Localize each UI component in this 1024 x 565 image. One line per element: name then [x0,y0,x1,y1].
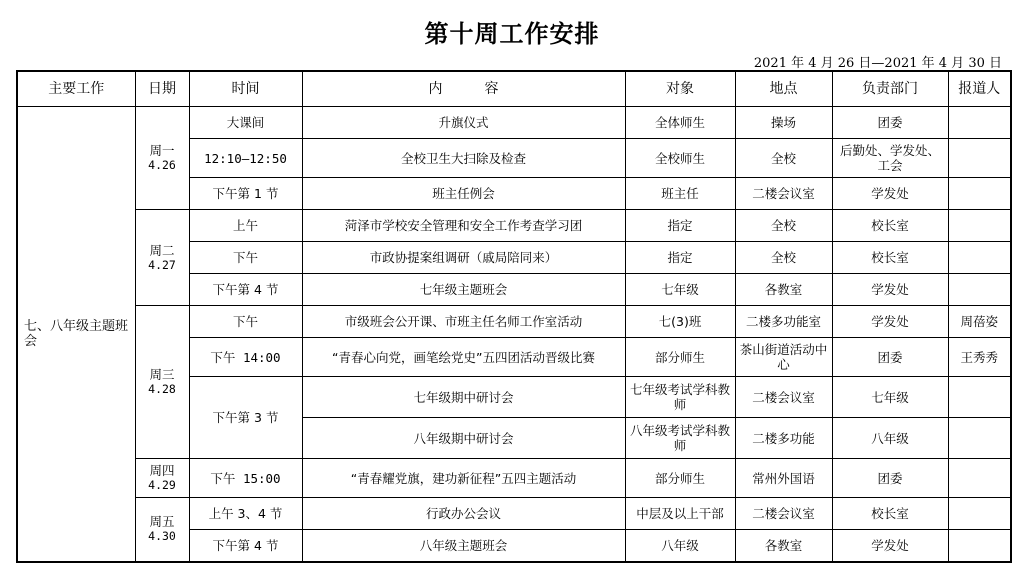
time-cell: 下午第 3 节 [189,377,302,459]
location-cell: 各教室 [735,274,832,306]
content-cell: 行政办公会议 [302,498,625,530]
target-cell: 指定 [625,210,735,242]
dept-cell: 学发处 [832,178,948,210]
header-date: 日期 [135,71,189,107]
location-cell: 常州外国语 [735,459,832,498]
time-cell: 上午 [189,210,302,242]
location-cell: 二楼会议室 [735,377,832,418]
location-cell: 茶山街道活动中心 [735,338,832,377]
header-reporter: 报道人 [948,71,1011,107]
day-cell-fri [135,498,189,562]
dept-cell: 团委 [832,459,948,498]
header-content: 内 容 [302,71,625,107]
main-work-text: 七、八年级主题班会 [24,318,129,349]
time-cell: 下午 [189,242,302,274]
location-cell: 全校 [735,139,832,178]
reporter-cell [948,107,1011,139]
location-cell: 二楼会议室 [735,498,832,530]
target-cell: 部分师生 [625,338,735,377]
target-cell: 八年级 [625,530,735,562]
content-cell: 全校卫生大扫除及检查 [302,139,625,178]
time-cell: 上午 3、4 节 [189,498,302,530]
content-cell: “青春心向党，画笔绘党史”五四团活动晋级比赛 [302,338,625,377]
day-date: 4.26 [148,158,176,172]
content-cell: 七年级主题班会 [302,274,625,306]
header-main-work: 主要工作 [17,71,135,107]
reporter-cell [948,530,1011,562]
day-cell-mon [135,107,189,210]
reporter-cell [948,210,1011,242]
content-cell: 市政协提案组调研（戚局陪同来） [302,242,625,274]
table-row [17,498,1011,530]
header-dept: 负责部门 [832,71,948,107]
reporter-cell [948,498,1011,530]
content-cell: “青春耀党旗，建功新征程”五四主题活动 [302,459,625,498]
time-cell: 下午第 4 节 [189,530,302,562]
location-cell: 二楼多功能 [735,418,832,459]
reporter-cell [948,418,1011,459]
dept-cell: 学发处 [832,306,948,338]
reporter-cell [948,178,1011,210]
dept-cell: 学发处 [832,274,948,306]
time-cell: 大课间 [189,107,302,139]
location-cell: 全校 [735,210,832,242]
content-cell: 七年级期中研讨会 [302,377,625,418]
content-cell: 八年级期中研讨会 [302,418,625,459]
day-date: 4.29 [148,478,176,492]
time-cell: 12:10—12:50 [189,139,302,178]
day-date: 4.27 [148,257,176,272]
target-cell: 全体师生 [625,107,735,139]
target-cell: 七(3)班 [625,306,735,338]
header-time: 时间 [189,71,302,107]
location-cell: 二楼会议室 [735,178,832,210]
dept-cell: 八年级 [832,418,948,459]
table-row [17,306,1011,338]
time-cell: 下午 14:00 [189,338,302,377]
target-cell: 中层及以上干部 [625,498,735,530]
header-target: 对象 [625,71,735,107]
header-location: 地点 [735,71,832,107]
target-cell: 全校师生 [625,139,735,178]
day-cell-thu [135,459,189,498]
target-cell: 班主任 [625,178,735,210]
target-cell: 部分师生 [625,459,735,498]
reporter-cell [948,377,1011,418]
dept-cell: 校长室 [832,210,948,242]
location-cell: 全校 [735,242,832,274]
table-row [17,459,1011,498]
target-cell: 指定 [625,242,735,274]
location-cell: 各教室 [735,530,832,562]
time-cell: 下午第 1 节 [189,178,302,210]
target-cell: 八年级考试学科教师 [625,418,735,459]
table-row [17,210,1011,242]
schedule-table [16,70,1012,563]
day-name: 周四 [149,463,175,478]
reporter-cell: 王秀秀 [948,338,1011,377]
reporter-cell [948,274,1011,306]
day-name: 周五 [149,514,175,530]
time-cell: 下午 15:00 [189,459,302,498]
dept-cell: 七年级 [832,377,948,418]
date-range: 2021 年 4 月 26 日—2021 年 4 月 30 日 [753,56,1002,71]
header-row [17,71,1011,107]
day-cell-tue [135,210,189,306]
table-row [17,107,1011,139]
content-cell: 八年级主题班会 [302,530,625,562]
reporter-cell [948,459,1011,498]
content-cell: 菏泽市学校安全管理和安全工作考查学习团 [302,210,625,242]
target-cell: 七年级 [625,274,735,306]
target-cell: 七年级考试学科教师 [625,377,735,418]
dept-cell: 校长室 [832,242,948,274]
day-name: 周一 [149,143,175,158]
reporter-cell [948,139,1011,178]
content-cell: 市级班会公开课、市班主任名师工作室活动 [302,306,625,338]
main-work-cell [17,107,135,562]
page-title: 第十周工作安排 [424,20,600,48]
content-cell: 升旗仪式 [302,107,625,139]
location-cell: 二楼多功能室 [735,306,832,338]
dept-cell: 团委 [832,107,948,139]
dept-cell: 校长室 [832,498,948,530]
day-name: 周二 [149,242,175,258]
dept-cell: 学发处 [832,530,948,562]
location-cell: 操场 [735,107,832,139]
day-cell-wed [135,306,189,459]
reporter-cell: 周蓓姿 [948,306,1011,338]
time-cell: 下午 [189,306,302,338]
time-cell: 下午第 4 节 [189,274,302,306]
dept-cell: 团委 [832,338,948,377]
dept-cell: 后勤处、学发处、工会 [832,139,948,178]
day-date: 4.28 [148,382,176,396]
day-name: 周三 [149,367,175,382]
content-cell: 班主任例会 [302,178,625,210]
reporter-cell [948,242,1011,274]
day-date: 4.30 [148,529,176,544]
